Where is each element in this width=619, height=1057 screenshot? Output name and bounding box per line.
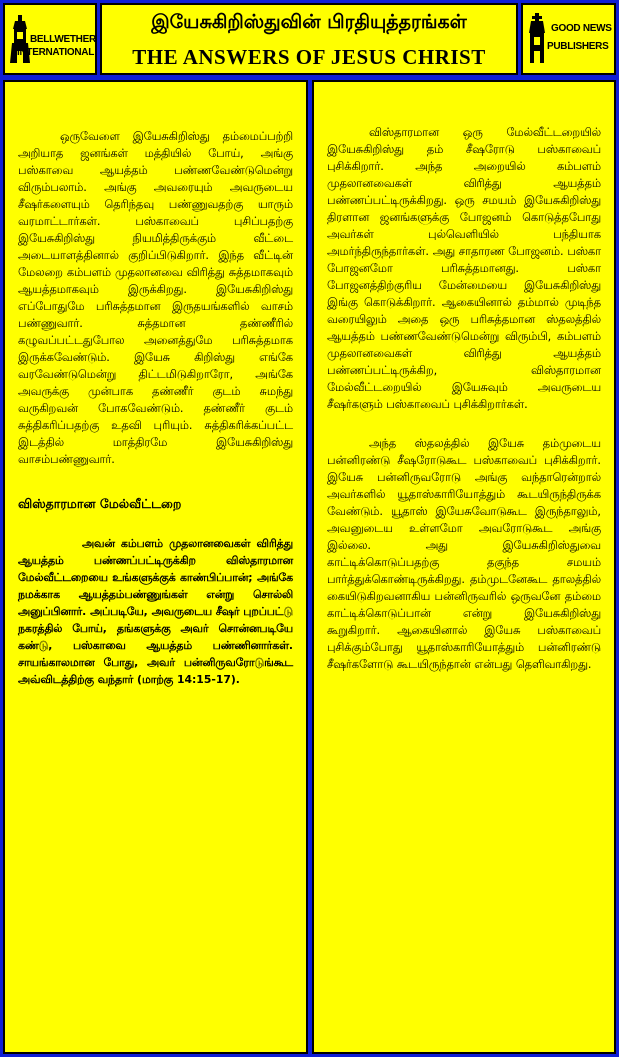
church-icon [527,13,547,65]
right-column [312,80,616,1054]
good-news-logo-box [521,3,616,75]
left-paragraph-1: ஒருவேளை இயேசுகிறிஸ்து தம்மைப்பற்றி அறியாத ஜனங்கள் மத்தியில் போய், அங்கு பஸ்காவை ஆயத்தம் பண்ணவேண்டுமென்று விரும்பலாம். அங்கு அவரையும் அவருடைய சீஷர்களையும் தெரிந்தவு பண்ணுவதற்கு யாரும் வரமாட்டார்கள். பஸ்காவைப் புசிப்பதற்கு இயேசுகிறிஸ்து நியமித்திருக்கும் வீட்டை அடையாளத்தினால் குறிப்பிடுகிறார். இந்த வீட்டின் மேலறை கம்பளம் முதலானவை விரித்து சுத்தமாகவும் ஆயத்தமாகவும் இருக்கிறது. இயேசுகிறிஸ்து எப்போதுமே பரிசுத்தமான இருதயங்களில் வாசம் பண்ணுவார். சுத்தமான தண்ணீரில் கழுவப்பட்டதுபோல அனைத்துமே பரிசுத்தமாக இருக்கவேண்டும். இயேசு கிறிஸ்து எங்கே வரவேண்டுமென்று திட்டமிடுகிறாரோ, அங்கே அவருக்கு முன்பாக தண்ணீர் குடம் சுமந்து வருகிறவன் போகவேண்டும். தண்ணீர் குடம் சுத்திகரிப்பதற்கு உதவி புரியும். சுத்திகரிக்கப்பட்ட இடத்தில் மாத்திரமே இயேசுகிறிஸ்து வாசம்பண்ணுவார். [18,130,293,466]
left-column [3,80,308,1054]
good-news-logo [523,5,614,73]
title-box [100,3,518,75]
logo-line-2: INTERNATIONAL [17,47,95,58]
title-english: THE ANSWERS OF JESUS CHRIST [132,45,486,69]
bellwether-logo-box [3,3,97,75]
right-paragraph-1: விஸ்தாரமான ஒரு மேல்வீட்டறையில் இயேசுகிறிஸ்து தம் சீஷரோடு பஸ்காவைப் புசிக்கிறார். அந்த அறையில் கம்பளம் முதலானவைகள் விரித்து ஆயத்தம் பண்ணப்பட்டிருக்கிறது. ஒரு சமயம் இயேசுகிறிஸ்து திரளான ஜனங்களுக்கு போஜனம் கொடுத்தபோது அவர்கள் புல்வெளியில் பந்தியாக அமர்ந்திருந்தார்கள். அது சாதாரண போஜனம். பஸ்கா போஜனமோ பரிசுத்தமானது. பஸ்கா போஜனத்திற்குரிய மேன்மையை இயேசுகிறிஸ்து இங்கு கொடுக்கிறார். ஆகையினால் தம்மால் முடிந்த வரையிலும் அதை ஒரு பரிசுத்தமான ஸ்தலத்தில் ஆயத்தம் பண்ணவேண்டுமென்று விரும்பி, கம்பளம் முதலானவைகள் விரித்து ஆயத்தம் பண்ணப்பட்டிருக்கிற, விஸ்தாரமான மேல்வீட்டறையில் இயேசுவும் அவருடைய சீஷர்களும் பஸ்காவைப் புசிக்கிறார்கள். [327,126,601,411]
scripture-quote: அவன் கம்பளம் முதலானவைகள் விரித்து ஆயத்தம் பண்ணப்பட்டிருக்கிற விஸ்தாரமான மேல்வீட்டறையை உங்களுக்குக் காண்பிப்பான்; அங்கே நமக்காக ஆயத்தம்பண்ணுங்கள் என்று சொல்லி அனுப்பினார். அப்படியே, அவருடைய சீஷர் புறப்பட்டு நகரத்தில் போய், தங்களுக்கு அவர் சொன்னபடியே கண்டு, பஸ்காவை ஆயத்தம் பண்ணினார்கள். சாயங்காலமான போது, அவர் பன்னிருவரோடுங்கூட அவ்விடத்திற்கு வந்தார் (மாற்கு 14:15-17). [18,537,293,686]
right-paragraph-2: அந்த ஸ்தலத்தில் இயேசு தம்முடைய பன்னிரண்டு சீஷரோடுகூட பஸ்காவைப் புசிக்கிறார். இயேசு பன்னிருவரோடு அங்கு வந்தாரென்றால் அவர்களில் யூதாஸ்காரியோத்தும் கூடயிருந்திருக்க வேண்டும். யூதாஸ் இயேசுவோடுகூட இருந்தாலும், அவனுடைய உள்ளமோ அவரோடுகூட அங்கு இல்லை. அது இயேசுகிறிஸ்துவை காட்டிக்கொடுப்பதற்கு தகுந்த சமயம் பார்த்துக்கொண்டிருக்கிறது. தம்முடனேகூட தாலத்தில் கையிடுகிறவனாகிய பன்னிருவரில் ஒருவனே தம்மை காட்டிக்கொடுப்பான் என்று இயேசுகிறிஸ்து கூறுகிறார். ஆகையினால் இயேசு பஸ்காவைப் புசிக்கும்போது யூதாஸ்காரியோத்தும் பன்னிரண்டு சீஷர்களோடு கூடயிருந்தான் என்பது தெளிவாகிறது. [327,437,601,671]
logo-line-2: PUBLISHERS [547,41,609,52]
logo-line-1: GOOD NEWS [551,23,612,34]
logo-line-1: BELLWETHER [30,34,96,45]
bellwether-logo [5,5,95,73]
title-tamil: இயேசுகிறிஸ்துவின் பிரதியுத்தரங்கள் [151,11,467,33]
left-column-content [18,128,293,688]
section-heading: விஸ்தாரமான மேல்வீட்டறை [18,496,182,511]
right-column-content [327,124,601,673]
